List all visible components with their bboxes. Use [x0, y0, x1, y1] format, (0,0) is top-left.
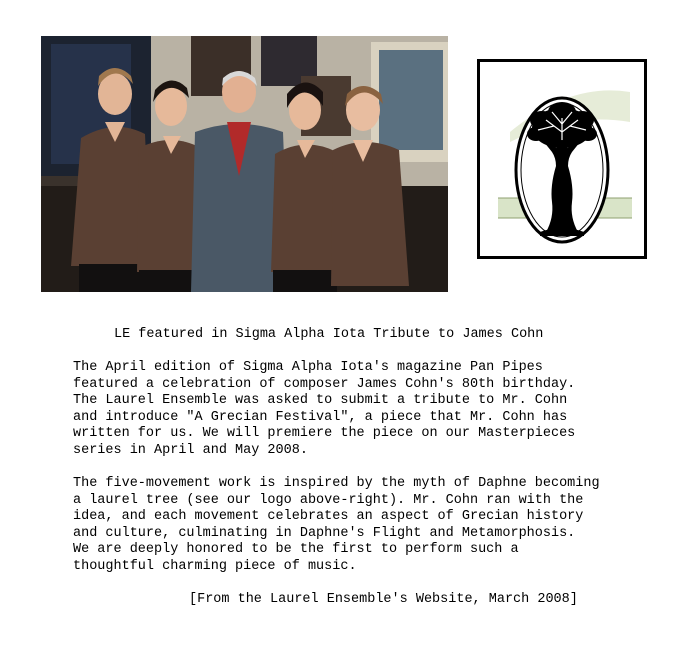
article-paragraph-2: The five-movement work is inspired by the myth of Daphne becoming a laurel tree (see our logo above-right). Mr. Cohn ran with the idea, and each movement celebrates an aspect of Grecian history and culture, culminating in Daphne's Flight and Metamorphosis. We are deeply honored to be the first to perform such a thoughtful charming piece of music.	[73, 476, 600, 574]
article-source-citation: [From the Laurel Ensemble's Website, March 2008]	[189, 592, 578, 607]
article-headline: LE featured in Sigma Alpha Iota Tribute to James Cohn	[114, 327, 544, 342]
article-paragraph-1: The April edition of Sigma Alpha Iota's magazine Pan Pipes featured a celebration of composer James Cohn's 80th birthday. The Laurel Ensemble was asked to submit a tribute to Mr. Cohn and introduce "A Grecian Festival", a piece that Mr. Cohn has written for us. We will premiere the piece on our Masterpieces series in April and May 2008.	[73, 360, 576, 458]
laurel-ensemble-logo	[477, 59, 647, 259]
article	[73, 326, 673, 609]
group-photo	[41, 36, 448, 292]
daphne-tree-icon	[480, 62, 644, 256]
group-photo-image	[41, 36, 448, 292]
